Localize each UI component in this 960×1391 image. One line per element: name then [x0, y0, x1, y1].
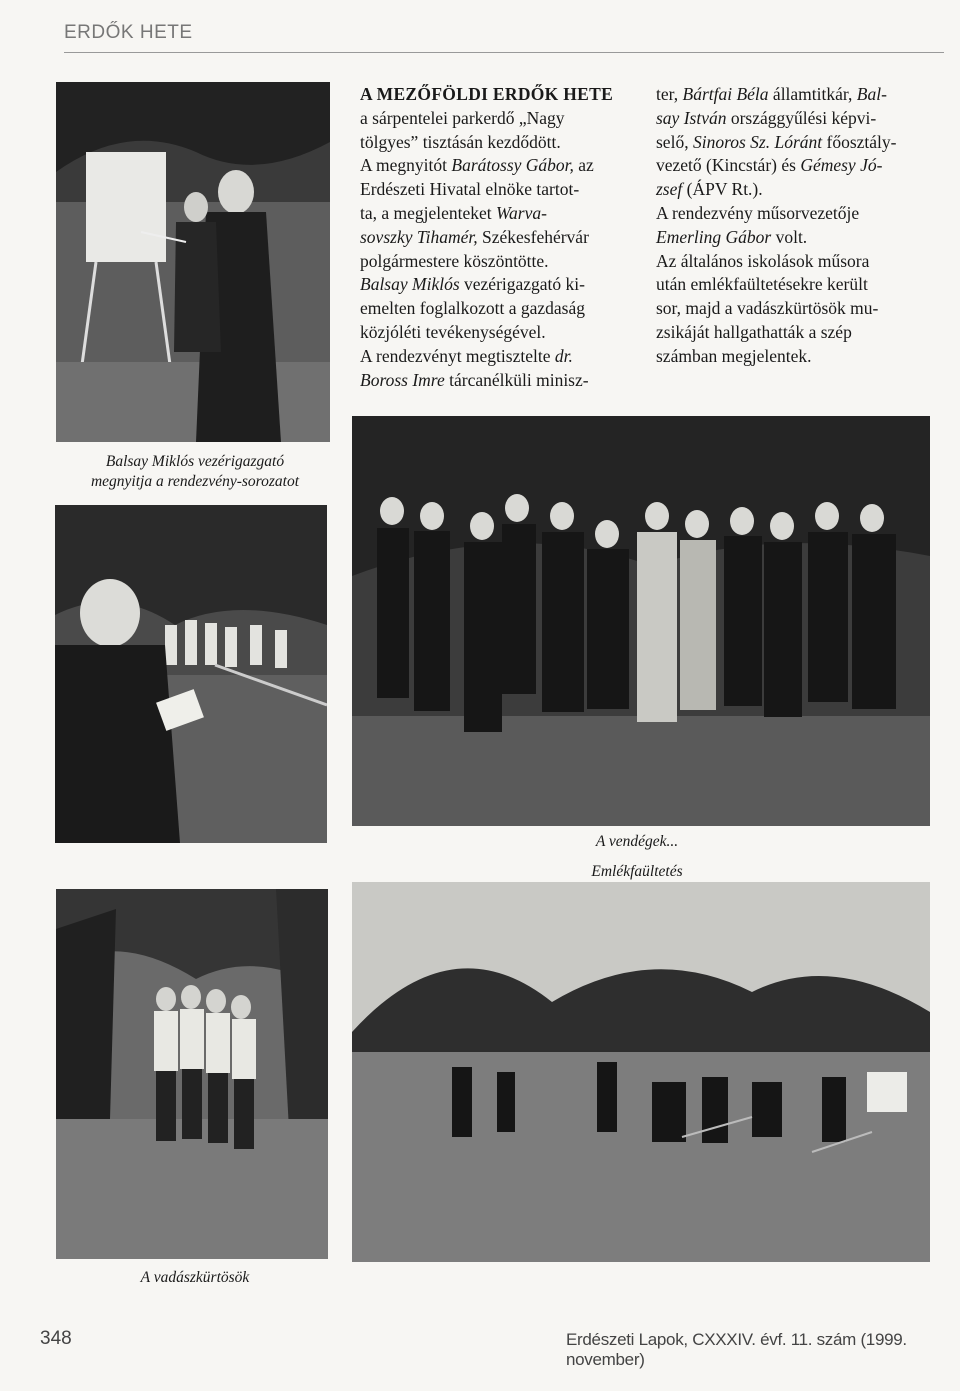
text-line: tölgyes” tisztásán kezdődött. [360, 131, 561, 152]
text-line: A MEZŐFÖLDI ERDŐK HETE [360, 84, 614, 104]
text-line: számban megjelentek. [656, 345, 812, 366]
text-run: vezérigazgató ki- [459, 274, 585, 295]
text-line: sor, majd a vadászkürtösök mu- [656, 298, 879, 319]
publication-footer: Erdészeti Lapok, CXXXIV. évf. 11. szám (1999. november) [566, 1330, 907, 1369]
text-line: a sárpentelei parkerdő „Nagy [360, 107, 565, 128]
text-line: után emlékfaültetésekre került [656, 274, 868, 295]
text-line: Az általános iskolások műsora [656, 250, 870, 271]
text-run: Balsay Miklós [360, 274, 460, 295]
photo-tree-planting [352, 882, 930, 1262]
text-run: ter, [656, 84, 683, 104]
text-run: országgyűlési képvi- [726, 107, 877, 128]
text-line: közjóléti tevékenységével. [360, 321, 546, 342]
page-number: 348 [40, 1328, 72, 1349]
header-rule [64, 52, 944, 53]
text-run: az [573, 155, 594, 176]
text-line [656, 226, 928, 250]
caption-balsay-line1: Balsay Miklós vezérigazgató [105, 453, 285, 470]
text-run: (ÁPV Rt.). [682, 179, 763, 200]
text-run: selő, [656, 131, 693, 152]
text-line [656, 154, 928, 178]
text-line: Erdészeti Hivatal elnöke tartot- [360, 179, 580, 200]
article-column-2 [656, 83, 928, 369]
text-run: A rendezvényt megtisztelte [360, 345, 555, 366]
text-run: államtitkár, [768, 84, 857, 104]
text-line [360, 154, 634, 178]
text-line [360, 369, 634, 393]
text-run: tárcanélküli minisz- [444, 369, 589, 390]
text-run: Barátossy Gábor, [451, 155, 574, 176]
text-line [360, 345, 634, 369]
running-head: ERDŐK HETE [64, 22, 193, 43]
text-run: Emerling Gábor [656, 226, 772, 247]
text-line: A rendezvény műsorvezetője [656, 202, 860, 223]
text-run: Bal- [856, 84, 887, 104]
text-line [360, 226, 634, 250]
text-run: zsef [656, 179, 683, 200]
text-line [656, 83, 928, 107]
photo-guests [352, 416, 930, 826]
text-run: Warva- [496, 202, 547, 223]
photo-student-speech [55, 505, 327, 843]
text-run: vezető (Kincstár) és [656, 155, 801, 176]
text-run: ta, a megjelenteket [360, 202, 497, 223]
text-run: A megnyitót [360, 155, 452, 176]
photo-balsay-speech [56, 82, 330, 442]
text-run: Bártfai Béla [682, 84, 769, 104]
text-line [360, 202, 634, 226]
text-line [360, 273, 634, 297]
text-run: volt. [771, 226, 808, 247]
text-run: say István [656, 107, 727, 128]
article-column-1 [360, 83, 634, 392]
text-run: Székesfehérvár [477, 226, 589, 247]
text-line [656, 178, 928, 202]
text-run: Gémesy Jó- [800, 155, 883, 176]
text-line: polgármestere köszöntötte. [360, 250, 549, 271]
caption-balsay-line2: megnyitja a rendezvény-sorozatot [90, 473, 300, 490]
text-line: zsikáját hallgathatták a szép [656, 321, 852, 342]
caption-horns: A vadászkürtösök [140, 1269, 250, 1286]
caption-planting: Emlékfaültetés [591, 863, 683, 880]
text-run: főosztály- [822, 131, 897, 152]
caption-guests: A vendégek... [595, 833, 679, 850]
text-run: sovszky Tihamér, [360, 226, 478, 247]
text-line [656, 107, 928, 131]
text-line [656, 131, 928, 155]
text-run: Sinoros Sz. Lóránt [692, 131, 823, 152]
caption-balsay [60, 452, 330, 492]
text-line: emelten foglalkozott a gazdaság [360, 298, 585, 319]
photo-horn-players [56, 889, 328, 1259]
text-run: Boross Imre [360, 369, 445, 390]
text-run: dr. [554, 345, 573, 366]
